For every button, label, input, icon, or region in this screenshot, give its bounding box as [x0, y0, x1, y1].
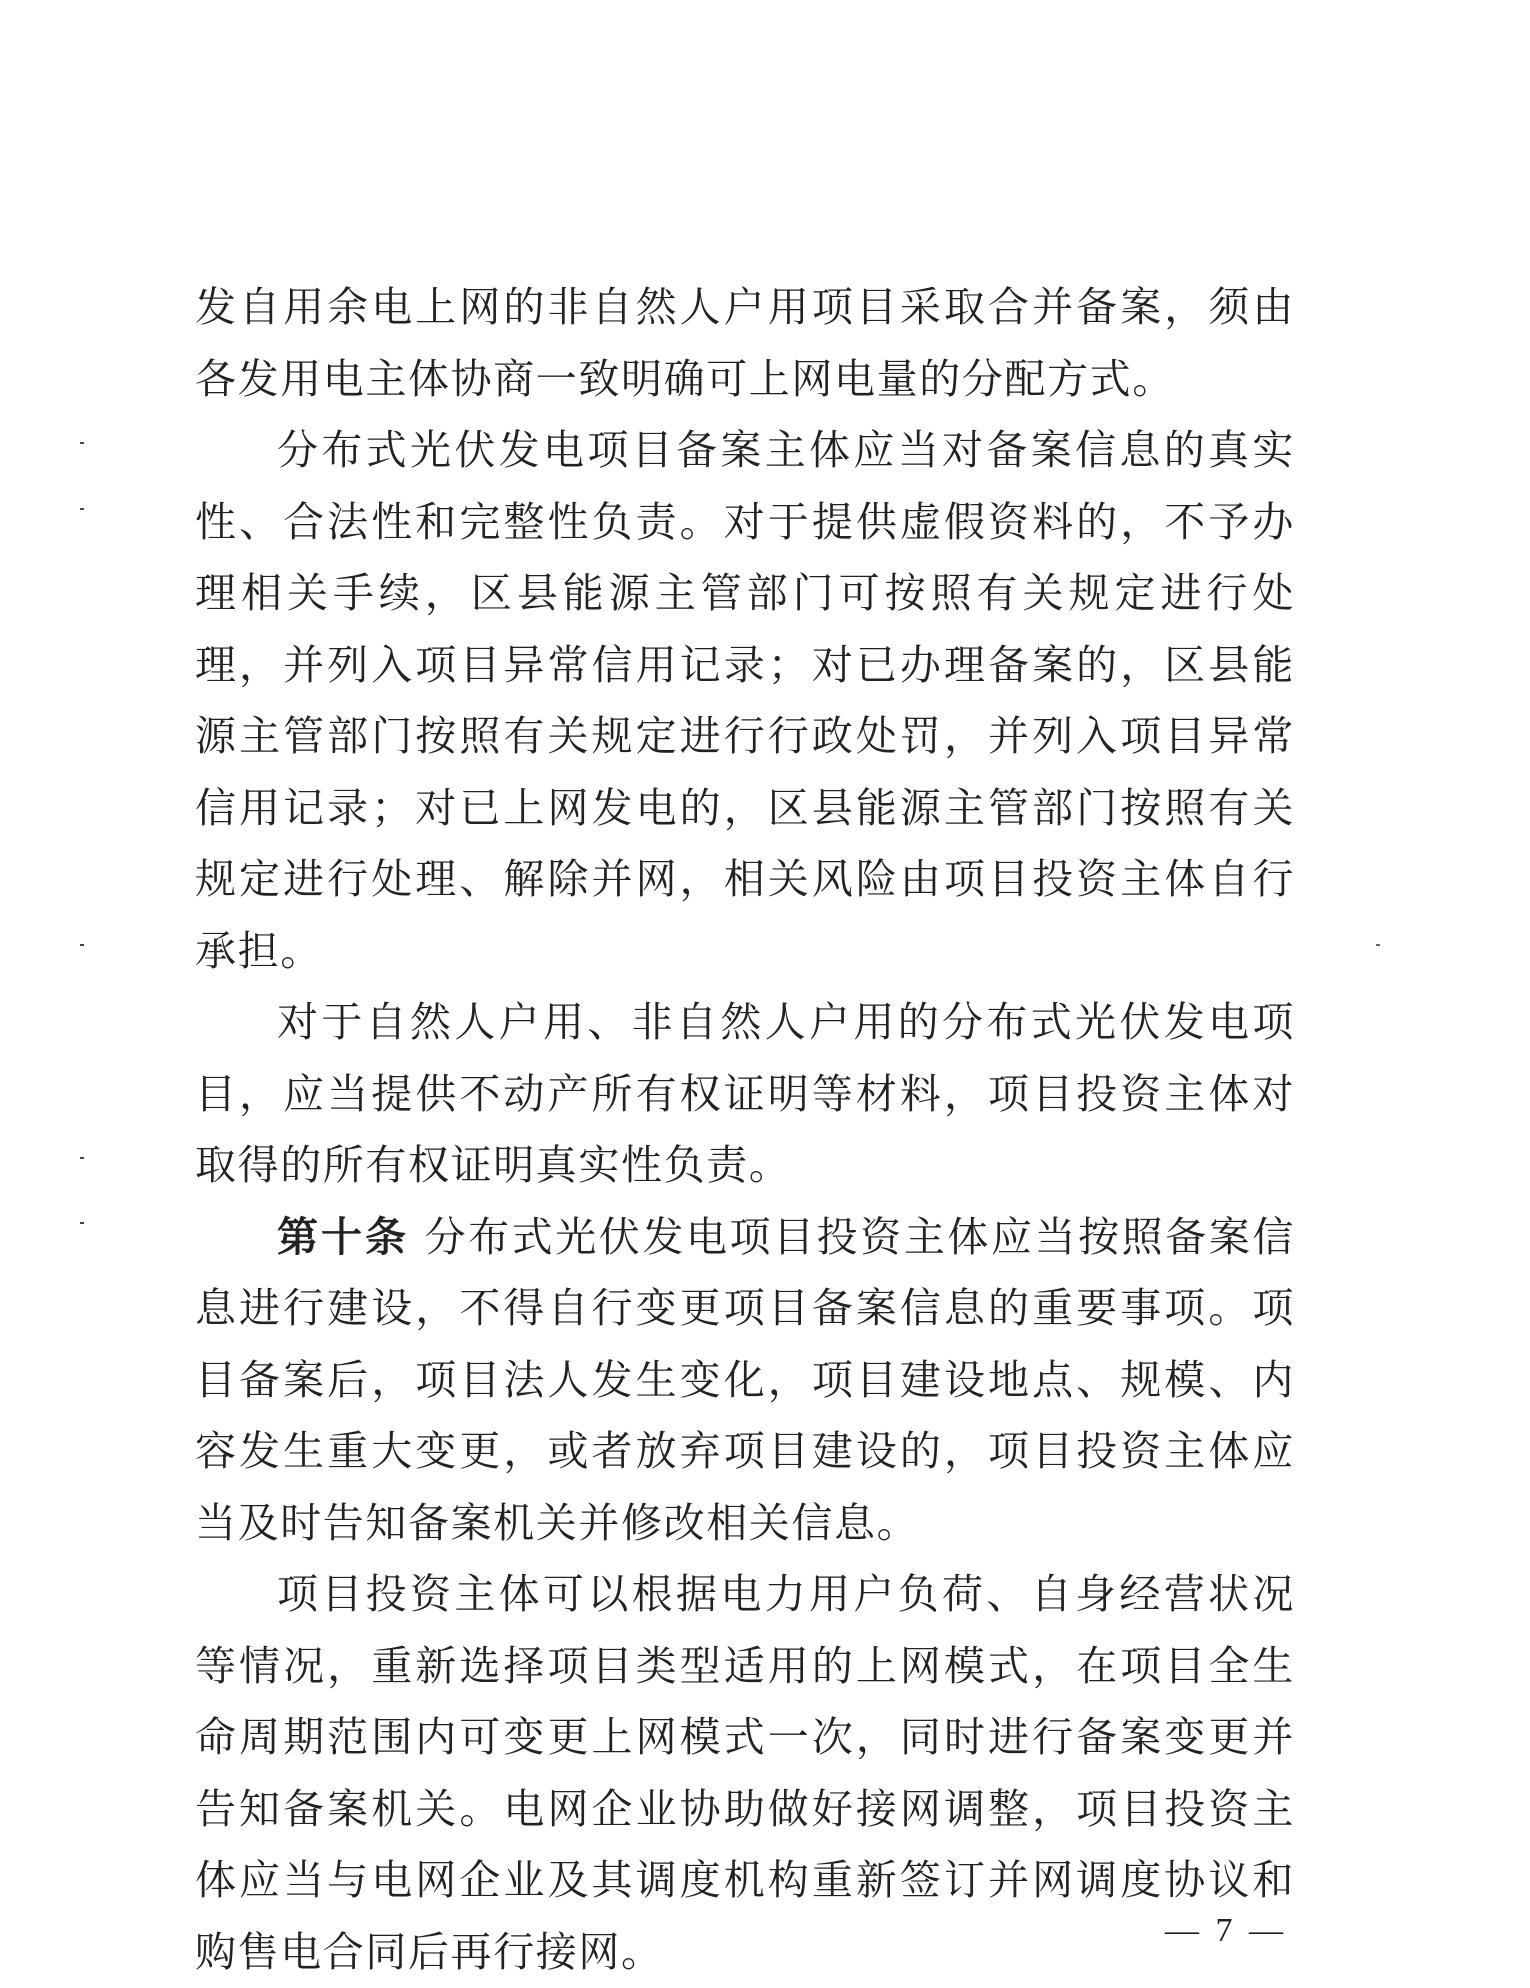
- article-paragraph: [195, 1202, 1295, 1560]
- article-text: 分布式光伏发电项目投资主体应当按照备案信息进行建设，不得自行变更项目备案信息的重要事项。项目备案后，项目法人发生变化，项目建设地点、规模、内容发生重大变更，或者放弃项目建设的，项目投资主体应当及时告知备案机关并修改相关信息。: [195, 1212, 1295, 1547]
- article-label: 第十条: [277, 1212, 409, 1261]
- scan-mark: [80, 508, 84, 510]
- scan-mark: [80, 1157, 84, 1159]
- scan-mark: [80, 442, 84, 444]
- paragraph: 发自用余电上网的非自然人户用项目采取合并备案，须由各发用电主体协商一致明确可上网电量的分配方式。: [195, 283, 1295, 403]
- paragraph: 分布式光伏发电项目备案主体应当对备案信息的真实性、合法性和完整性负责。对于提供虚假资料的，不予办理相关手续，区县能源主管部门可按照有关规定进行处理，并列入项目异常信用记录；对已办理备案的，区县能源主管部门按照有关规定进行行政处罚，并列入项目异常信用记录；对已上网发电的，区县能源主管部门按照有关规定进行处理、解除并网，相关风险由项目投资主体自行承担。: [195, 426, 1295, 975]
- scan-mark: [80, 944, 84, 946]
- document-body: [195, 272, 1295, 1988]
- paragraph: 项目投资主体可以根据电力用户负荷、自身经营状况等情况，重新选择项目类型适用的上网模式，在项目全生命周期范围内可变更上网模式一次，同时进行备案变更并告知备案机关。电网企业协助做好接网调整，项目投资主体应当与电网企业及其调度机构重新签订并网调度协议和购售电合同后再行接网。: [195, 1570, 1295, 1976]
- paragraph: 对于自然人户用、非自然人户用的分布式光伏发电项目，应当提供不动产所有权证明等材料，项目投资主体对取得的所有权证明真实性负责。: [195, 998, 1295, 1189]
- scan-mark: [1376, 944, 1380, 946]
- scan-mark: [80, 1222, 84, 1224]
- page-number: — 7 —: [1165, 1912, 1287, 1949]
